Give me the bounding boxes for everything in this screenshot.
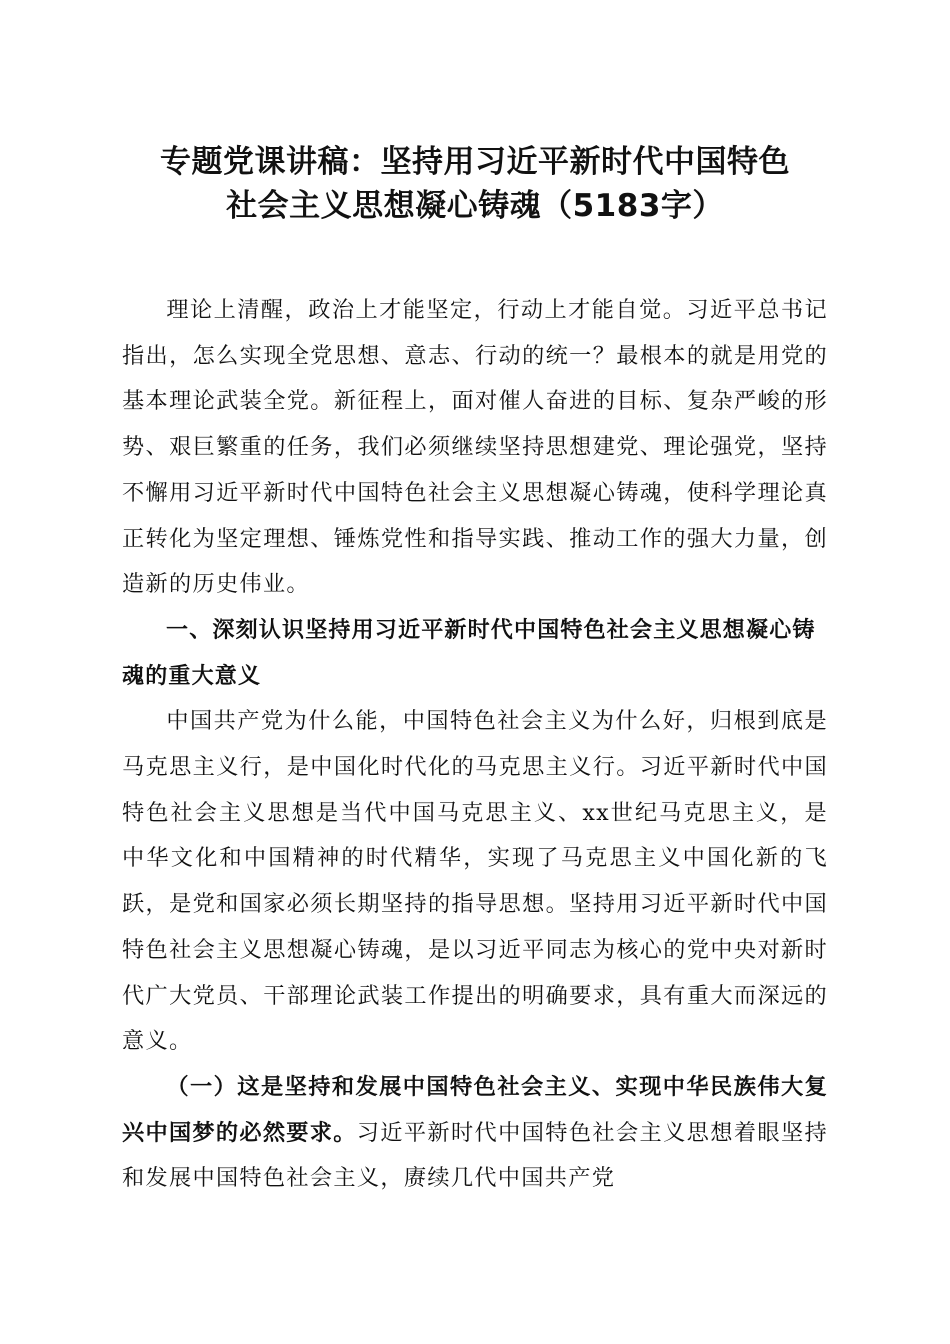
title-line-2: 社会主义思想凝心铸魂（5183字） (226, 188, 724, 224)
body-paragraph: 中国共产党为什么能，中国特色社会主义为什么好，归根到底是马克思主义行，是中国化时代化的马克思主义行。习近平新时代中国特色社会主义思想是当代中国马克思主义、xx世纪马克思主义，是中华文化和中国精神的时代精华，实现了马克思主义中国化新的飞跃，是党和国家必须长期坚持的指导思想。坚持用习近平新时代中国特色社会主义思想凝心铸魂，是以习近平同志为核心的党中央对新时代广大党员、干部理论武装工作提出的明确要求，具有重大而深远的意义。 (122, 708, 828, 1055)
section-heading: 一、深刻认识坚持用习近平新时代中国特色社会主义思想凝心铸魂的重大意义 (122, 617, 816, 689)
title-line-1: 专题党课讲稿：坚持用习近平新时代中国特色 (160, 144, 790, 180)
subsection-paragraph (122, 1065, 828, 1202)
document-body (122, 288, 828, 1202)
document-page (122, 140, 828, 1202)
subsection-text: 习近平新时代中国特色社会主义思想着眼坚持和发展中国特色社会主义，赓续几代中国共产党 (122, 1119, 829, 1192)
intro-paragraph: 理论上清醒，政治上才能坚定，行动上才能自觉。习近平总书记指出，怎么实现全党思想、意志、行动的统一？最根本的就是用党的基本理论武装全党。新征程上，面对催人奋进的目标、复杂严峻的形势、艰巨繁重的任务，我们必须继续坚持思想建党、理论强党，坚持不懈用习近平新时代中国特色社会主义思想凝心铸魂，使科学理论真正转化为坚定理想、锤炼党性和指导实践、推动工作的强大力量，创造新的历史伟业。 (122, 297, 828, 598)
document-title (122, 140, 828, 228)
subsection-lead: （一）这是坚持和发展中国特色社会主义、实现中华民族伟大复兴中国梦的必然要求。 (122, 1073, 828, 1146)
